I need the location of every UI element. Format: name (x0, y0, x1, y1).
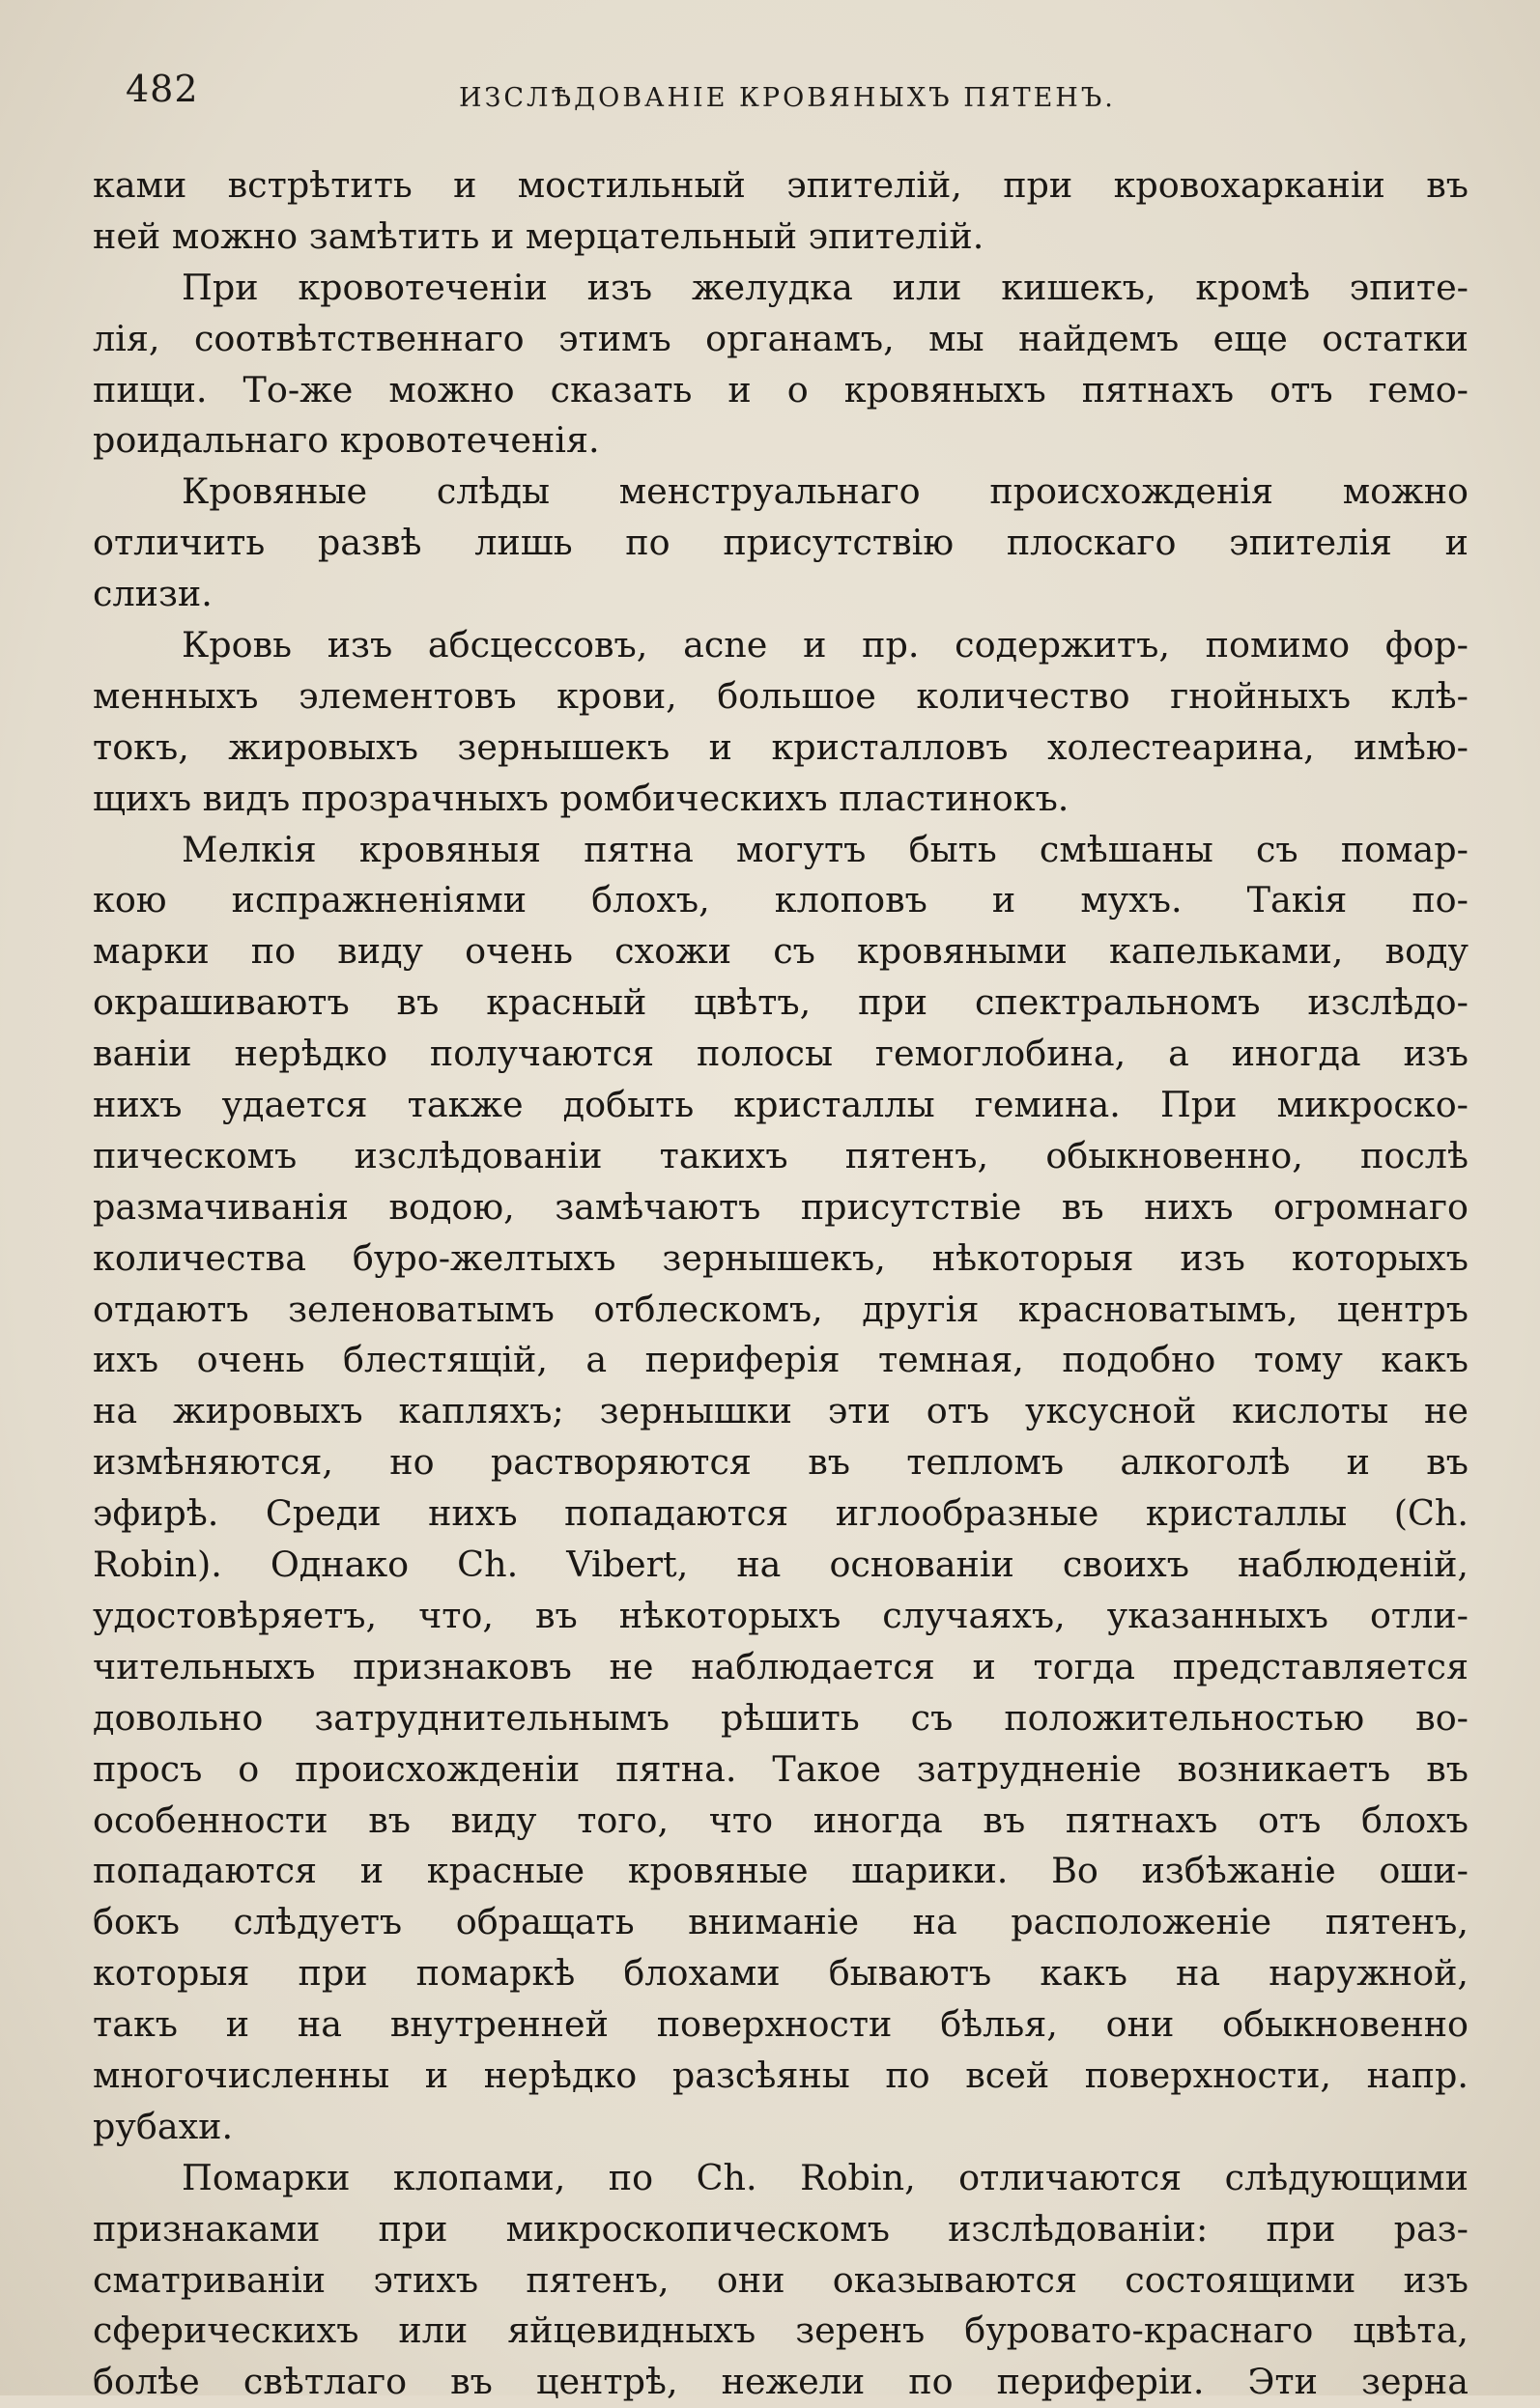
text-line: размачиванія водою, замѣчаютъ присутствіе въ нихъ огромнаго (93, 1185, 1469, 1228)
text-line: ихъ очень блестящій, а периферія темная, подобно тому какъ (93, 1339, 1469, 1381)
page-number: 482 (126, 68, 199, 110)
text-line: на жировыхъ капляхъ; зернышки эти отъ уксусной кислоты не (93, 1390, 1469, 1432)
text-line: отдаютъ зеленоватымъ отблескомъ, другія красноватымъ, центръ (93, 1288, 1469, 1330)
text-line: такъ и на внутренней поверхности бѣлья, они обыкновенно (93, 2003, 1469, 2046)
text-line: Кровяные слѣды менструальнаго происхожденія можно (182, 470, 1469, 513)
text-line: роидальнаго кровотеченія. (93, 419, 600, 462)
running-head: ИЗСЛѢДОВАНІЕ КРОВЯНЫХЪ ПЯТЕНЪ. (459, 83, 1116, 113)
text-line: чительныхъ признаковъ не наблюдается и тогда представляется (93, 1645, 1469, 1687)
text-line: пищи. То-же можно сказать и о кровяныхъ пятнахъ отъ гемо- (93, 368, 1469, 411)
body-text (93, 160, 1469, 2408)
text-line: менныхъ элементовъ крови, большое количество гнойныхъ клѣ- (93, 674, 1469, 717)
text-line: бокъ слѣдуетъ обращать вниманіе на расположеніе пятенъ, (93, 1901, 1469, 1943)
text-line: слизи. (93, 573, 213, 615)
text-line: Кровь изъ абсцессовъ, acne и пр. содержитъ, помимо фор- (182, 624, 1469, 666)
text-line: количества буро-желтыхъ зернышекъ, нѣкоторыя изъ которыхъ (93, 1236, 1469, 1279)
page-header (126, 68, 1430, 126)
text-line: ками встрѣтить и мостильный эпителій, при кровохарканіи въ (93, 164, 1469, 206)
text-line: которыя при помаркѣ блохами бываютъ какъ на наружной, (93, 1952, 1469, 1995)
text-line: отличить развѣ лишь по присутствію плоскаго эпителія и (93, 522, 1469, 564)
text-line: удостовѣряетъ, что, въ нѣкоторыхъ случаяхъ, указанныхъ отли- (93, 1594, 1469, 1636)
text-line: нихъ удается также добыть кристаллы гемина. При микроско- (93, 1084, 1469, 1126)
text-line: попадаются и красные кровяные шарики. Во избѣжаніе оши- (93, 1850, 1469, 1892)
text-line: особенности въ виду того, что иногда въ пятнахъ отъ блохъ (93, 1799, 1469, 1841)
text-line: лія, соотвѣтственнаго этимъ органамъ, мы найдемъ еще остатки (93, 317, 1469, 359)
text-line: эфирѣ. Среди нихъ попадаются иглообразные кристаллы (Ch. (93, 1492, 1469, 1535)
text-line: довольно затруднительнымъ рѣшить съ положительностью во- (93, 1696, 1469, 1739)
text-line: ваніи нерѣдко получаются полосы гемоглобина, а иногда изъ (93, 1033, 1469, 1075)
text-line: измѣняются, но растворяются въ тепломъ алкоголѣ и въ (93, 1441, 1469, 1484)
text-line: Помарки клопами, по Ch. Robin, отличаются слѣдующими (182, 2156, 1469, 2198)
text-line: просъ о происхожденіи пятна. Такое затрудненіе возникаетъ въ (93, 1747, 1469, 1790)
text-line: болѣе свѣтлаго въ центрѣ, нежели по периферіи. Эти зерна (93, 2361, 1469, 2403)
text-line: рубахи. (93, 2105, 234, 2147)
text-line: сферическихъ или яйцевидныхъ зеренъ буровато-краснаго цвѣта, (93, 2309, 1469, 2352)
text-line: сматриваніи этихъ пятенъ, они оказываются состоящими изъ (93, 2258, 1469, 2301)
text-line: Robin). Однако Ch. Vibert, на основаніи своихъ наблюденій, (93, 1544, 1469, 1586)
text-line: признаками при микроскопическомъ изслѣдованіи: при раз- (93, 2207, 1469, 2250)
text-line: Мелкія кровяныя пятна могутъ быть смѣшаны съ помар- (182, 828, 1469, 870)
text-line: При кровотеченіи изъ желудка или кишекъ, кромѣ эпите- (182, 266, 1469, 308)
text-line: ней можно замѣтить и мерцательный эпителій. (93, 214, 984, 257)
text-line: пическомъ изслѣдованіи такихъ пятенъ, обыкновенно, послѣ (93, 1134, 1469, 1176)
text-line: окрашиваютъ въ красный цвѣтъ, при спектральномъ изслѣдо- (93, 981, 1469, 1024)
text-line: кою испражненіями блохъ, клоповъ и мухъ. Такія по- (93, 879, 1469, 921)
text-line: щихъ видъ прозрачныхъ ромбическихъ пластинокъ. (93, 777, 1069, 819)
text-line: марки по виду очень схожи съ кровяными капельками, воду (93, 930, 1469, 973)
text-line: токъ, жировыхъ зернышекъ и кристалловъ холестеарина, имѣю- (93, 725, 1469, 768)
text-line: многочисленны и нерѣдко разсѣяны по всей поверхности, напр. (93, 2054, 1469, 2096)
